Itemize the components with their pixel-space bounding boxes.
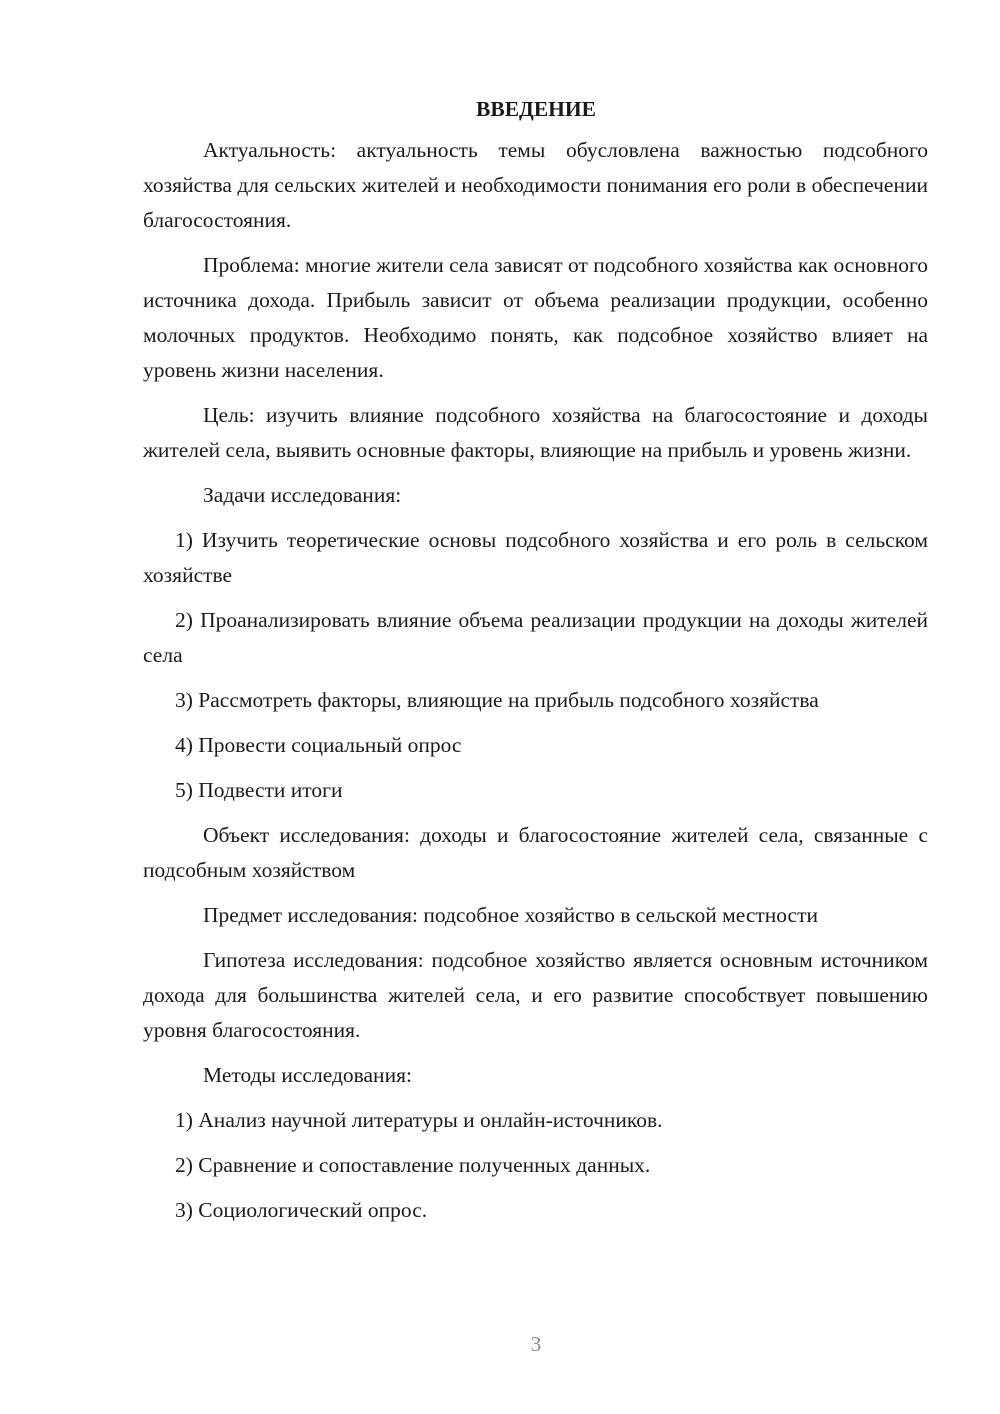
task-item-4: 4) Провести социальный опрос (175, 733, 462, 757)
problem-paragraph: Проблема: многие жители села зависят от подсобного хозяйства как основного источника дохода. Прибыль зависит от объема реализации продукции, особенно молочных продуктов. Необходимо понять, как подсобное хозяйство влияет на уровень жизни населения. (143, 253, 928, 382)
goal-paragraph: Цель: изучить влияние подсобного хозяйства на благосостояние и доходы жителей села, выявить основные факторы, влияющие на прибыль и уровень жизни. (143, 403, 928, 462)
page-number: 3 (530, 1332, 542, 1356)
subject-paragraph: Предмет исследования: подсобное хозяйство в сельской местности (203, 903, 818, 927)
methods-heading: Методы исследования: (203, 1063, 412, 1087)
task-item-2: 2) Проанализировать влияние объема реализации продукции на доходы жителей села (143, 608, 928, 667)
method-item-2: 2) Сравнение и сопоставление полученных данных. (175, 1153, 651, 1177)
relevance-paragraph: Актуальность: актуальность темы обусловлена важностью подсобного хозяйства для сельских жителей и необходимости понимания его роли в обеспечении благосостояния. (143, 138, 928, 232)
object-paragraph: Объект исследования: доходы и благосостояние жителей села, связанные с подсобным хозяйством (143, 823, 928, 882)
task-item-3: 3) Рассмотреть факторы, влияющие на прибыль подсобного хозяйства (175, 688, 819, 712)
section-title: ВВЕДЕНИЕ (476, 97, 596, 121)
tasks-heading: Задачи исследования: (203, 483, 402, 507)
task-item-1: 1) Изучить теоретические основы подсобного хозяйства и его роль в сельском хозяйстве (143, 528, 928, 587)
method-item-1: 1) Анализ научной литературы и онлайн-источников. (175, 1108, 663, 1132)
document-page (143, 92, 928, 1238)
method-item-3: 3) Социологический опрос. (175, 1198, 428, 1222)
task-item-5: 5) Подвести итоги (175, 778, 343, 802)
hypothesis-paragraph: Гипотеза исследования: подсобное хозяйство является основным источником дохода для большинства жителей села, и его развитие способствует повышению уровня благосостояния. (143, 948, 928, 1042)
